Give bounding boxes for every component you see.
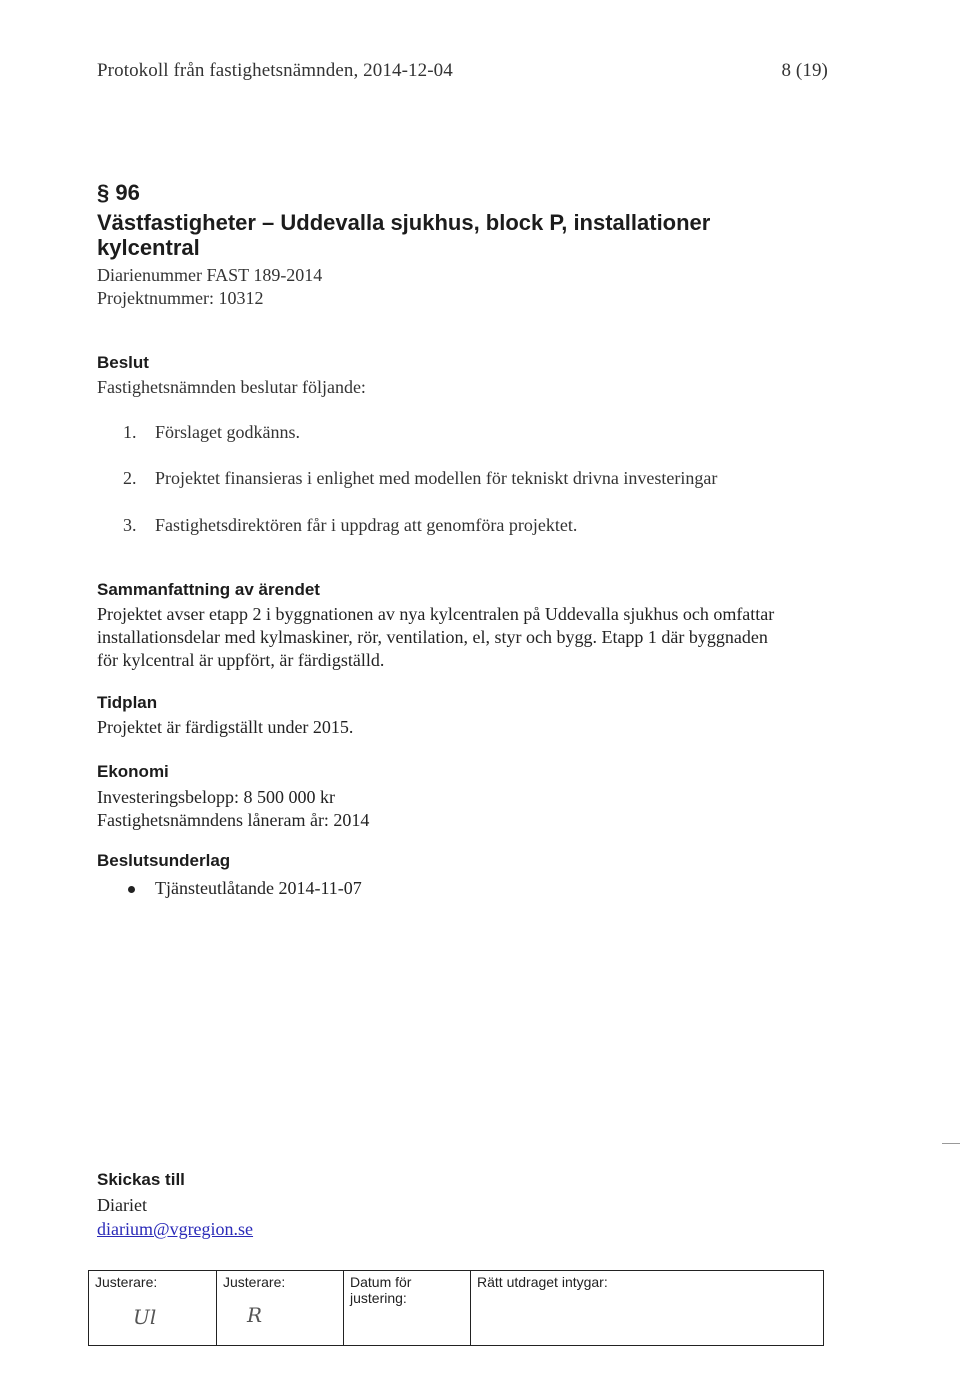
beslut-intro: Fastighetsnämnden beslutar följande: bbox=[97, 377, 366, 397]
page-number: 8 (19) bbox=[781, 60, 828, 81]
projektnummer: Projektnummer: 10312 bbox=[97, 288, 264, 308]
decision-item bbox=[97, 468, 717, 515]
paragraph-number: § 96 bbox=[97, 180, 140, 205]
intygar-cell bbox=[471, 1271, 824, 1346]
signature-table bbox=[88, 1270, 824, 1346]
skickas-till-heading: Skickas till bbox=[97, 1170, 185, 1189]
sammanfattning-line: för kylcentral är uppfört, är färdigställd. bbox=[97, 650, 385, 670]
skickas-till-recipient: Diariet bbox=[97, 1195, 147, 1215]
decision-number: 1. bbox=[123, 422, 137, 442]
decision-item bbox=[97, 422, 717, 468]
ekonomi-line: Fastighetsnämndens låneram år: 2014 bbox=[97, 810, 370, 830]
bullet-icon bbox=[128, 886, 135, 893]
beslut-heading: Beslut bbox=[97, 353, 149, 372]
datum-cell bbox=[344, 1271, 471, 1346]
tidplan-text: Projektet är färdigställt under 2015. bbox=[97, 717, 354, 737]
ekonomi-text bbox=[97, 786, 369, 832]
sammanfattning-text bbox=[97, 603, 857, 672]
ekonomi-heading: Ekonomi bbox=[97, 762, 169, 781]
decision-text: Fastighetsdirektören får i uppdrag att genomföra projektet. bbox=[155, 515, 578, 535]
email-link[interactable]: diarium@vgregion.se bbox=[97, 1219, 254, 1239]
section-title: Västfastigheter – Uddevalla sjukhus, block P, installationer kylcentral bbox=[97, 210, 711, 260]
beslutsunderlag-heading: Beslutsunderlag bbox=[97, 851, 231, 870]
sammanfattning-heading: Sammanfattning av ärendet bbox=[97, 580, 320, 599]
tidplan-heading: Tidplan bbox=[97, 693, 158, 712]
decision-item bbox=[97, 515, 717, 536]
decision-text: Projektet finansieras i enlighet med modellen för tekniskt drivna investeringar bbox=[155, 468, 718, 488]
justerare-label: Justerare: bbox=[95, 1274, 158, 1290]
decision-number: 3. bbox=[123, 515, 137, 535]
document-header-title: Protokoll från fastighetsnämnden, 2014-12-04 bbox=[97, 60, 453, 81]
signature-initials: R bbox=[247, 1303, 263, 1327]
scan-edge-mark bbox=[942, 1143, 960, 1144]
intygar-label: Rätt utdraget intygar: bbox=[477, 1274, 608, 1290]
signature-initials: Ul bbox=[133, 1305, 157, 1329]
diarienummer: Diarienummer FAST 189-2014 bbox=[97, 265, 323, 285]
beslutsunderlag-item-text: Tjänsteutlåtande 2014-11-07 bbox=[155, 878, 362, 898]
sammanfattning-line: installationsdelar med kylmaskiner, rör, ventilation, el, styr och bygg. Etapp 1 där byggnaden bbox=[97, 627, 768, 647]
justerare-cell bbox=[217, 1271, 344, 1346]
datum-label: Datum för justering: bbox=[350, 1274, 412, 1306]
sammanfattning-line: Projektet avser etapp 2 i byggnationen av nya kylcentralen på Uddevalla sjukhus och omfattar bbox=[97, 604, 775, 624]
decision-number: 2. bbox=[123, 468, 137, 488]
ekonomi-line: Investeringsbelopp: 8 500 000 kr bbox=[97, 787, 335, 807]
justerare-label: Justerare: bbox=[223, 1274, 286, 1290]
decision-list bbox=[97, 422, 717, 536]
decision-text: Förslaget godkänns. bbox=[155, 422, 300, 442]
justerare-cell bbox=[89, 1271, 217, 1346]
